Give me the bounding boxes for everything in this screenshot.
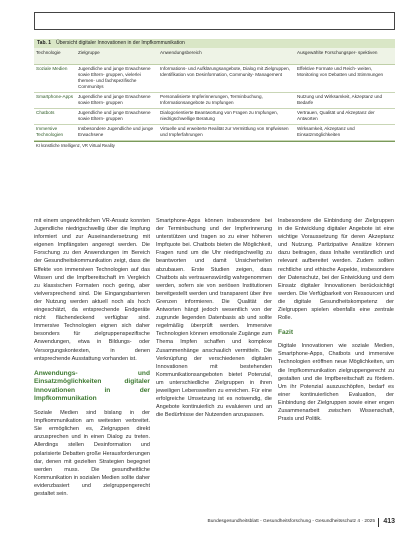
journal-citation: Bundesgesundheitsblatt - Gesundheitsforschung - Gesundheitsschutz 4 · 2025 <box>207 519 375 524</box>
header-technology: Technologie <box>34 48 76 64</box>
table-row <box>34 124 395 140</box>
cell-target-group: Jugendliche und junge Erwachsene sowie Eltern- gruppen, vielerlei themen- und fachspezifische Communitys <box>76 64 158 92</box>
text-column-middle <box>156 217 272 419</box>
table-row <box>34 92 395 108</box>
body-paragraph: Soziale Medien sind bislang in der Impfkommunikation am weitesten verbreitet. Sie ermöglichen es, Zielgruppen direkt anzusprechen und in einen Dialog zu treten. Allerdings stellen Desinformation und polarisierte Debatten große Herausforderungen dar, denen mit gezielten Strategien begegnet werden muss. Die gesundheitliche Kommunikation in sozialen Medien sollte daher evidenzbasiert und zielgruppengerecht gestaltet sein. <box>34 410 150 497</box>
section-heading: Anwendungs- und Einsatzmöglichkeiten digitaler Innovationen in der Impfkommunikation <box>34 369 150 403</box>
section-heading-fazit: Fazit <box>278 329 294 337</box>
body-paragraph: Digitale Innovationen wie soziale Medien, Smartphone-Apps, Chatbots und immersive Technologien eröffnen neue Möglichkeiten, um die Impfkommunikation zielgruppengerecht zu gestalten und die Impfbereitschaft zu fördern. Um ihr Potenzial auszuschöpfen, bedarf es einer kontinuierlichen Evaluation, der Einbindung der Zielgruppen sowie einer engen Zusammenarbeit zwischen Wissenschaft, Praxis und Politik. <box>278 343 394 423</box>
cell-target-group: Insbesondere Jugendliche und junge Erwachsene <box>76 124 158 140</box>
header-research: Ausgewählte Forschungsper- spektiven <box>295 48 395 64</box>
running-header-box <box>34 12 395 30</box>
table-caption <box>34 39 395 48</box>
text-column-right <box>278 217 394 423</box>
page-footer <box>34 517 395 527</box>
body-paragraph: Smartphone-Apps können insbesondere bei der Terminbuchung und der Impferinnerung unterstützen und tragen so zu einer höheren Impfquote bei. Chatbots bieten die Möglichkeit, Fragen rund um die Uhr niedrigschwellig zu beantworten und damit Unsicherheiten abzubauen. Erste Studien zeigen, dass Chatbots als vertrauenswürdig wahrgenommen werden, sofern sie von seriösen Institutionen bereitgestellt werden und transparent über ihre Grenzen informieren. Die Qualität der Antworten hängt jedoch wesentlich von der zugrunde liegenden Datenbasis ab und sollte regelmäßig überprüft werden. Immersive Technologien können emotionale Zugänge zum Thema Impfen schaffen und komplexe Zusammenhänge anschaulich vermitteln. Die Verknüpfung der verschiedenen digitalen Innovationen mit bestehenden Kommunikationsangeboten bietet Potenzial, um unterschiedliche Zielgruppen in ihren jeweiligen Lebenswelten zu erreichen. Für eine erfolgreiche Umsetzung ist es notwendig, die Angebote kontinuierlich zu evaluieren und an die Bedürfnisse der Nutzenden anzupassen. <box>156 218 272 419</box>
table-1 <box>34 39 395 150</box>
text-column-left <box>34 217 150 498</box>
table-footnote: KI künstliche Intelligenz, VR Virtual Reality <box>34 141 395 150</box>
cell-application: Personalisierte Impferinnerungen, Terminbuchung, Informationsangebote zu Impfungen <box>158 92 295 108</box>
table-header-row <box>34 48 395 64</box>
header-application: Anwendungsbereich <box>158 48 295 64</box>
page-number: 413 <box>383 518 395 525</box>
cell-technology: Chatbots <box>34 108 76 124</box>
cell-technology: Soziale Medien <box>34 64 76 92</box>
body-paragraph: Insbesondere die Einbindung der Zielgruppen in die Entwicklung digitaler Angebote ist eine wichtige Voraussetzung für deren Akzeptanz und Nutzung. Partizipative Ansätze können dazu beitragen, dass Inhalte verständlich und relevant aufbereitet werden. Zudem sollten rechtliche und ethische Aspekte, insbesondere der Datenschutz, bei der Entwicklung und dem Einsatz digitaler Innovationen berücksichtigt werden. Die Verfügbarkeit von Ressourcen und die digitale Gesundheitskompetenz der Zielgruppen spielen ebenfalls eine zentrale Rolle. <box>278 218 394 322</box>
header-target-group: Zielgruppe <box>76 48 158 64</box>
footer-divider <box>378 518 379 527</box>
cell-research: Vertrauen, Qualität und Akzeptanz der Antworten <box>295 108 395 124</box>
table-caption-number: Tab. 1 <box>37 40 52 46</box>
cell-target-group: Jugendliche und junge Erwachsene sowie Eltern- gruppen <box>76 108 158 124</box>
table-row <box>34 64 395 92</box>
cell-research: Effektive Formate und Reich- weiten, Monitoring von Debatten und Stimmungen <box>295 64 395 92</box>
cell-research: Nutzung und Wirksamkeit, Akzeptanz und Bedarfe <box>295 92 395 108</box>
cell-research: Wirksamkeit, Akzeptanz und Einsatzmöglichkeiten <box>295 124 395 140</box>
table-caption-text: Übersicht digitaler Innovationen in der Impfkommunikation <box>56 40 185 46</box>
table-row <box>34 108 395 124</box>
cell-application: Virtuelle und erweiterte Realität zur Vermittlung von Impfwissen und Impferfahrungen <box>158 124 295 140</box>
body-paragraph: mit einem ungewöhnlichen VR-Ansatz konnten Jugendliche niedrigschwellig über die Impfung informiert und zur Auseinandersetzung mit eigenen Impfängsten angeregt werden. Die Forschung zu den Anwendungen im Bereich der Gesundheitskommunikation zeigt, dass die Effekte von immersiven Technologien auf das Wissen und die Impfbereitschaft im Vergleich zu klassischen Formaten noch gering, aber vielversprechend sind. Die Eingangsbarrieren der Nutzung werden aktuell noch als hoch eingeschätzt, da entsprechende Endgeräte nicht flächendeckend verfügbar sind. Immersive Technologien eignen sich daher besonders für zielgruppenspezifische Anwendungen, etwa in Bildungs- oder Versorgungskontexten, in denen entsprechende Ausstattung vorhanden ist. <box>34 218 150 362</box>
cell-application: Informations- und Aufklärungsangebote, Dialog mit Zielgruppen, Identifikation von Desinformation, Community- Management <box>158 64 295 92</box>
innovation-table <box>34 48 395 141</box>
cell-application: Dialogorientierte Beantwortung von Fragen zu Impfungen, niedrigschwellige Beratung <box>158 108 295 124</box>
cell-target-group: Jugendliche und junge Erwachsene sowie Eltern- gruppen <box>76 92 158 108</box>
cell-technology: Smartphone-Apps <box>34 92 76 108</box>
cell-technology: Immersive Technologien <box>34 124 76 140</box>
